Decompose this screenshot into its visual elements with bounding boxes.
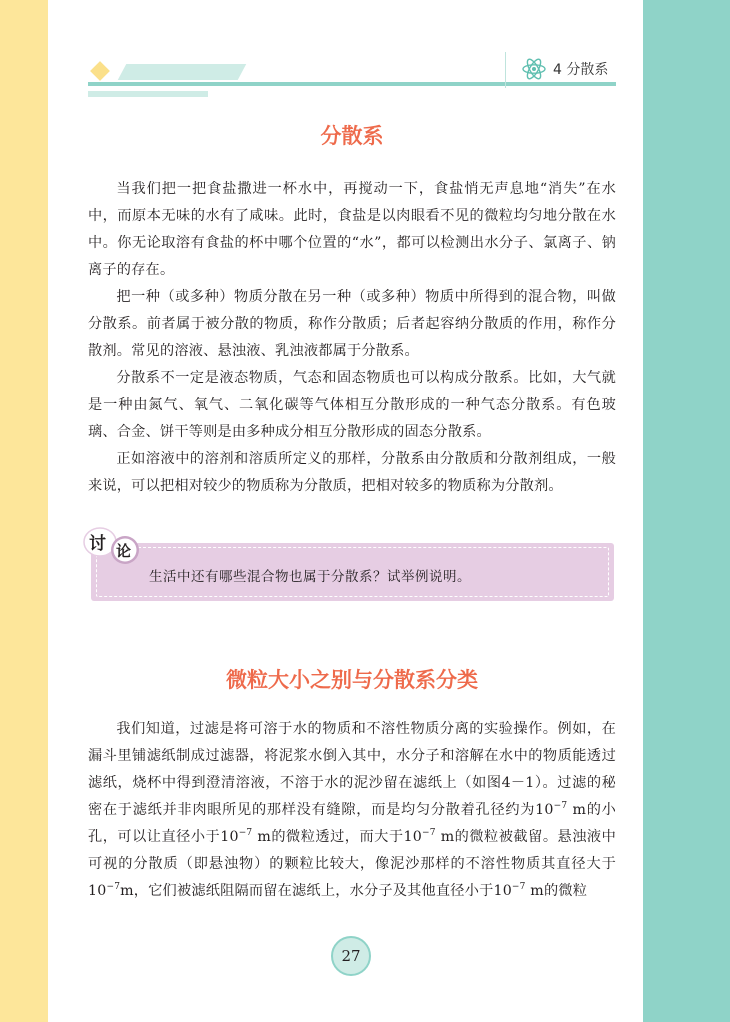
section-body-dispersion-system [88,176,616,500]
text-segment: m，它们被滤纸阻隔而留在滤纸上，水分子及其他直径小于10 [120,883,512,899]
paragraph: 分散系不一定是液态物质，气态和固态物质也可以构成分散系。比如，大气就是一种由氮气、氧气、二氧化碳等气体相互分散形成的一种气态分散系。有色玻璃、合金、饼干等则是由多种成分相互分散形成的固态分散系。 [88,370,616,440]
exponent: −7 [553,801,568,811]
header-rule [88,82,616,86]
right-margin-strip [643,0,730,1022]
discussion-label-char2: 论 [116,542,132,560]
left-margin-strip [0,0,48,1022]
header-rule-light [88,91,208,97]
paragraph: 当我们把一把食盐撒进一杯水中，再搅动一下，食盐悄无声息地“消失”在水中，而原本无味的水有了咸味。此时，食盐是以肉眼看不见的微粒均匀地分散在水中。你无论取溶有食盐的杯中哪个位置的“水”，都可以检测出水分子、氯离子、钠离子的存在。 [88,181,616,278]
section-title-particle-size: 微粒大小之别与分散系分类 [226,668,478,692]
section-body-particle-size [88,716,616,905]
text-segment: m的小孔，可以让直径小于10 [88,802,616,845]
exponent: −7 [422,828,436,838]
chapter-title: 4 分散系 [553,62,609,78]
atom-icon [521,58,547,80]
discussion-question: 生活中还有哪些混合物也属于分散系？试举例说明。 [149,569,471,585]
exponent: −7 [511,882,526,892]
text-segment: 我们知道，过滤是将可溶于水的物质和不溶性物质分离的实验操作。例如，在漏斗里铺滤纸制成过滤器，将泥浆水倒入其中，水分子和溶解在水中的物质能透过滤纸，烧杯中得到澄清溶液，不溶于水的泥沙留在滤纸上（如图4－1）。过滤的秘密在于滤纸并非肉眼所见的那样没有缝隙，而是均匀分散着孔径约为10 [88,721,616,818]
paragraph [88,716,616,905]
exponent: −7 [106,882,121,892]
text-segment: m的微粒透过，而大于10 [252,829,423,845]
page-number: 27 [341,947,361,965]
header-bar-decoration [118,64,247,80]
header-separator [505,52,506,88]
paragraph: 正如溶液中的溶剂和溶质所定义的那样，分散系由分散质和分散剂组成，一般来说，可以把相对较少的物质称为分散质，把相对较多的物质称为分散剂。 [88,451,616,494]
text-segment: m的微粒被截留。悬浊液中可视的分散质（即悬浊物）的颗粒比较大，像泥沙那样的不溶性物质其直径大于10 [88,829,616,899]
text-segment: m的微粒 [525,883,588,899]
section-title-dispersion-system: 分散系 [320,124,384,148]
paragraph: 把一种（或多种）物质分散在另一种（或多种）物质中所得到的混合物，叫做分散系。前者属于被分散的物质，称作分散质；后者起容纳分散质的作用，称作分散剂。常见的溶液、悬浊液、乳浊液都属于分散系。 [88,289,616,359]
exponent: −7 [238,828,253,838]
discussion-label-char1: 讨 [89,534,106,554]
header-diamond-decoration [90,61,110,81]
